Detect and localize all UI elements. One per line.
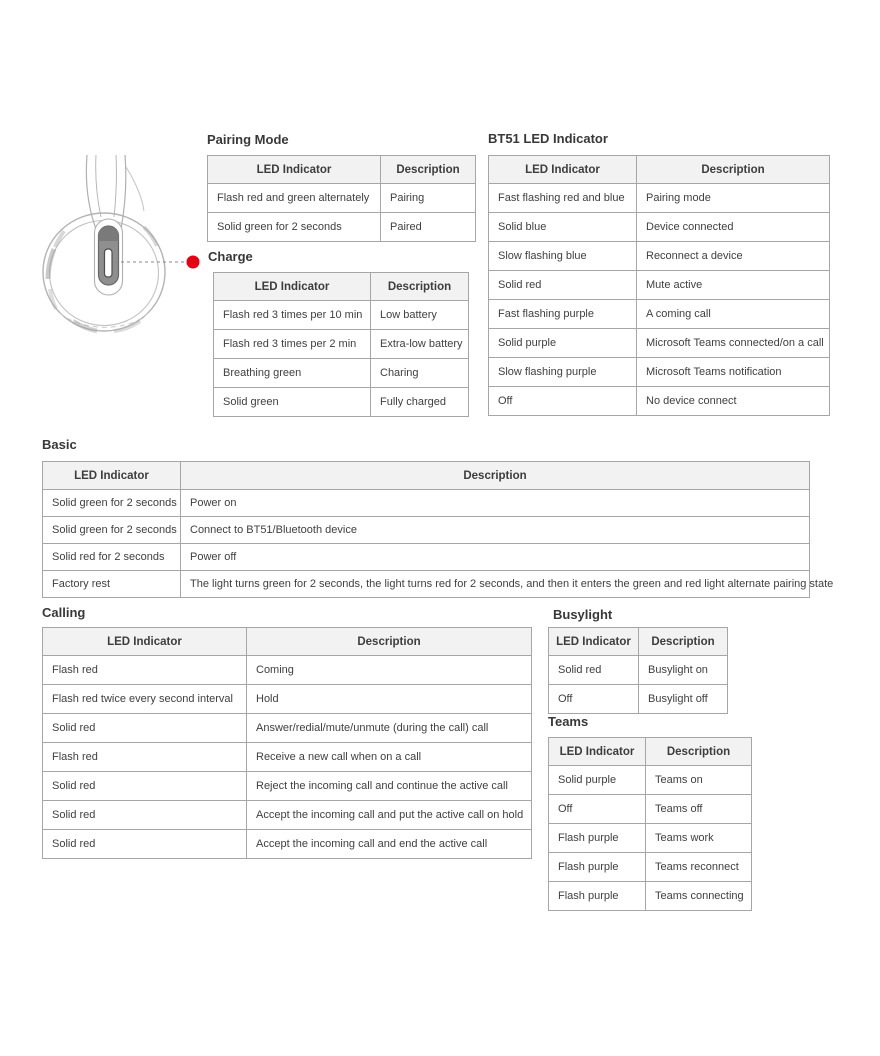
table-cell: Busylight off — [639, 685, 728, 714]
table-row — [43, 801, 532, 830]
column-header: Description — [646, 738, 752, 766]
table-cell: Accept the incoming call and end the active call — [247, 830, 532, 859]
table-row — [549, 795, 752, 824]
busylight-table — [548, 627, 728, 714]
table-cell: Slow flashing purple — [489, 358, 637, 387]
table-cell: Extra-low battery — [371, 330, 469, 359]
table-cell: Reject the incoming call and continue the active call — [247, 772, 532, 801]
table-cell: Fully charged — [371, 388, 469, 417]
table-cell: Microsoft Teams notification — [637, 358, 830, 387]
table-row — [43, 544, 810, 571]
table-cell: Off — [549, 685, 639, 714]
table-row — [489, 329, 830, 358]
teams-heading: Teams — [548, 714, 589, 729]
header-row — [214, 273, 469, 301]
table-cell: Solid green — [214, 388, 371, 417]
table-cell: Charing — [371, 359, 469, 388]
table-row — [489, 184, 830, 213]
table-row — [549, 853, 752, 882]
column-header: Description — [637, 156, 830, 184]
table-cell: Flash red — [43, 743, 247, 772]
table-cell: Microsoft Teams connected/on a call — [637, 329, 830, 358]
column-header: LED Indicator — [43, 462, 181, 490]
table-cell: Solid red — [489, 271, 637, 300]
table-cell: Fast flashing red and blue — [489, 184, 637, 213]
table-cell: Teams reconnect — [646, 853, 752, 882]
table-cell: Off — [489, 387, 637, 416]
table-row — [43, 714, 532, 743]
calling-heading: Calling — [42, 605, 86, 620]
table-cell: Power on — [181, 490, 810, 517]
table-row — [489, 300, 830, 329]
table-cell: Mute active — [637, 271, 830, 300]
table-cell: Solid red — [43, 772, 247, 801]
header-row — [43, 628, 532, 656]
column-header: LED Indicator — [549, 628, 639, 656]
table-cell: Flash red twice every second interval — [43, 685, 247, 714]
basic-table — [42, 461, 834, 598]
table-row — [549, 882, 752, 911]
table-row — [43, 517, 810, 544]
table-row — [549, 824, 752, 853]
table-row — [214, 301, 469, 330]
table-cell: Pairing — [381, 184, 476, 213]
table-row — [43, 656, 532, 685]
table-cell: Teams off — [646, 795, 752, 824]
table-cell: Hold — [247, 685, 532, 714]
column-header: Description — [381, 156, 476, 184]
table-cell: Flash red and green alternately — [208, 184, 381, 213]
header-row — [549, 738, 752, 766]
pairing-mode-heading: Pairing Mode — [207, 132, 289, 147]
column-header: Description — [371, 273, 469, 301]
table-cell: Solid purple — [489, 329, 637, 358]
table-row — [489, 242, 830, 271]
header-row — [549, 628, 728, 656]
column-header: Description — [639, 628, 728, 656]
table-cell: Solid red — [549, 656, 639, 685]
table-row — [489, 358, 830, 387]
table-row — [549, 766, 752, 795]
table-cell: Accept the incoming call and put the active call on hold — [247, 801, 532, 830]
table-cell: Busylight on — [639, 656, 728, 685]
table-row — [549, 685, 728, 714]
column-header: LED Indicator — [208, 156, 381, 184]
table-cell: Connect to BT51/Bluetooth device — [181, 517, 810, 544]
table-row — [208, 213, 476, 242]
table-cell: Solid red for 2 seconds — [43, 544, 181, 571]
table-cell: Slow flashing blue — [489, 242, 637, 271]
pairing-mode-table — [207, 155, 476, 242]
table-row — [43, 772, 532, 801]
table-cell: Flash purple — [549, 882, 646, 911]
header-row — [489, 156, 830, 184]
led-slot-icon — [105, 249, 113, 277]
table-cell: Teams work — [646, 824, 752, 853]
table-cell: The light turns green for 2 seconds, the light turns red for 2 seconds, and then it enters the green and red light alternate pairing state — [181, 571, 810, 598]
charge-table — [213, 272, 469, 417]
table-cell: Power off — [181, 544, 810, 571]
column-header: LED Indicator — [43, 628, 247, 656]
table-cell: Solid blue — [489, 213, 637, 242]
table-cell: Pairing mode — [637, 184, 830, 213]
calling-table — [42, 627, 532, 859]
table-cell: Solid red — [43, 830, 247, 859]
table-cell: Flash purple — [549, 824, 646, 853]
table-row — [43, 490, 810, 517]
table-cell: Flash purple — [549, 853, 646, 882]
busylight-heading: Busylight — [553, 607, 613, 622]
callout-red-dot-icon — [187, 256, 200, 269]
table-cell: Factory rest — [43, 571, 181, 598]
table-cell: Low battery — [371, 301, 469, 330]
table-row — [43, 685, 532, 714]
table-cell: Fast flashing purple — [489, 300, 637, 329]
table-row — [214, 359, 469, 388]
table-cell: Solid green for 2 seconds — [43, 517, 181, 544]
table-cell: Breathing green — [214, 359, 371, 388]
table-cell: Solid green for 2 seconds — [208, 213, 381, 242]
table-row — [214, 330, 469, 359]
table-cell: Device connected — [637, 213, 830, 242]
table-row — [214, 388, 469, 417]
table-row — [43, 830, 532, 859]
teams-table — [548, 737, 752, 911]
table-cell: Paired — [381, 213, 476, 242]
bt51-heading: BT51 LED Indicator — [488, 131, 608, 146]
table-row — [489, 387, 830, 416]
headset-illustration — [40, 155, 215, 380]
table-cell: Teams on — [646, 766, 752, 795]
table-cell: Solid purple — [549, 766, 646, 795]
charge-heading: Charge — [208, 249, 253, 264]
table-row — [43, 743, 532, 772]
column-header: Description — [247, 628, 532, 656]
table-cell: Flash red 3 times per 2 min — [214, 330, 371, 359]
table-cell: A coming call — [637, 300, 830, 329]
table-row — [43, 571, 810, 598]
column-header: LED Indicator — [489, 156, 637, 184]
table-cell: Solid red — [43, 801, 247, 830]
table-cell: Off — [549, 795, 646, 824]
column-header: LED Indicator — [549, 738, 646, 766]
table-cell: Flash red 3 times per 10 min — [214, 301, 371, 330]
table-cell: Coming — [247, 656, 532, 685]
table-cell: Reconnect a device — [637, 242, 830, 271]
table-cell: Flash red — [43, 656, 247, 685]
table-cell: Solid red — [43, 714, 247, 743]
table-row — [489, 271, 830, 300]
column-header: Description — [181, 462, 810, 490]
header-row — [43, 462, 810, 490]
table-row — [208, 184, 476, 213]
table-cell: Receive a new call when on a call — [247, 743, 532, 772]
headband — [86, 155, 144, 229]
table-row — [549, 656, 728, 685]
basic-heading: Basic — [42, 437, 77, 452]
table-cell: No device connect — [637, 387, 830, 416]
bt51-table — [488, 155, 830, 416]
column-header: LED Indicator — [214, 273, 371, 301]
table-cell: Answer/redial/mute/unmute (during the call) call — [247, 714, 532, 743]
table-cell: Teams connecting — [646, 882, 752, 911]
header-row — [208, 156, 476, 184]
table-row — [489, 213, 830, 242]
table-cell: Solid green for 2 seconds — [43, 490, 181, 517]
